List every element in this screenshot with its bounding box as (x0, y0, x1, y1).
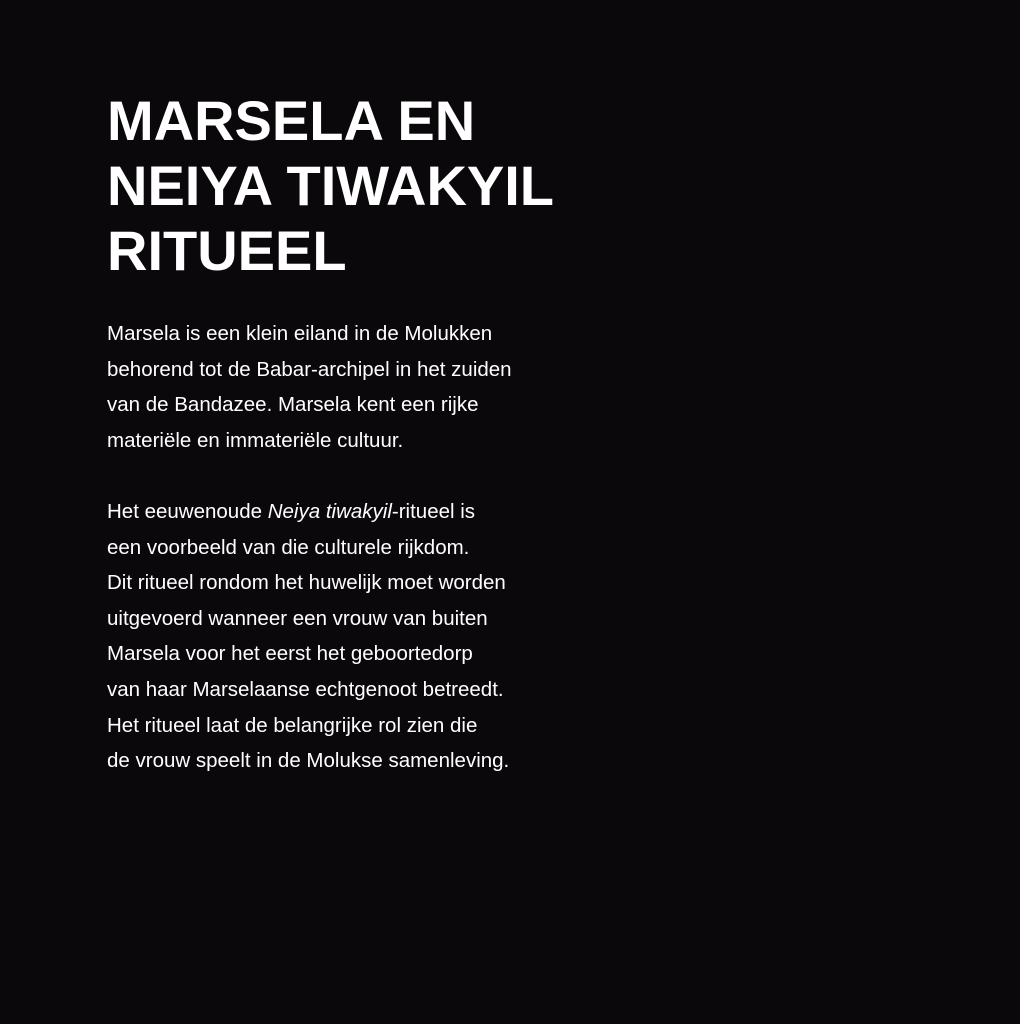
paragraph-line: Dit ritueel rondom het huwelijk moet worden (107, 571, 506, 595)
title-line: NEIYA TIWAKYIL (107, 154, 555, 217)
ritual-name: Neiya tiwakyil (267, 499, 392, 523)
paragraph-line (107, 494, 667, 530)
paragraph-line: van haar Marselaanse echtgenoot betreedt. (107, 677, 504, 701)
body-text (107, 316, 667, 779)
paragraph-line: een voorbeeld van die culturele rijkdom. (107, 535, 470, 559)
paragraph-line: Marsela is een klein eiland in de Molukken (107, 322, 493, 345)
paragraph-line: van de Bandazee. Marsela kent een rijke (107, 393, 479, 417)
ritual-paragraph (107, 494, 667, 779)
paragraph-line: Marsela voor het eerst het geboortedorp (107, 642, 473, 666)
paragraph-line: Het ritueel laat de belangrijke rol zien die (107, 713, 478, 737)
paragraph-line: behorend tot de Babar-archipel in het zuiden (107, 357, 512, 381)
paragraph-line: materiële en immateriële cultuur. (107, 428, 404, 452)
title-line: RITUEEL (107, 219, 347, 282)
page-title (107, 88, 667, 283)
paragraph-line: uitgevoerd wanneer een vrouw van buiten (107, 606, 488, 630)
intro-paragraph (107, 316, 667, 458)
line-prefix: Het eeuwenoude (107, 499, 268, 523)
title-line: MARSELA EN (107, 89, 476, 152)
text-panel (107, 88, 667, 779)
line-suffix: -ritueel is (391, 499, 476, 523)
paragraph-line: de vrouw speelt in de Molukse samenleving. (107, 749, 510, 773)
